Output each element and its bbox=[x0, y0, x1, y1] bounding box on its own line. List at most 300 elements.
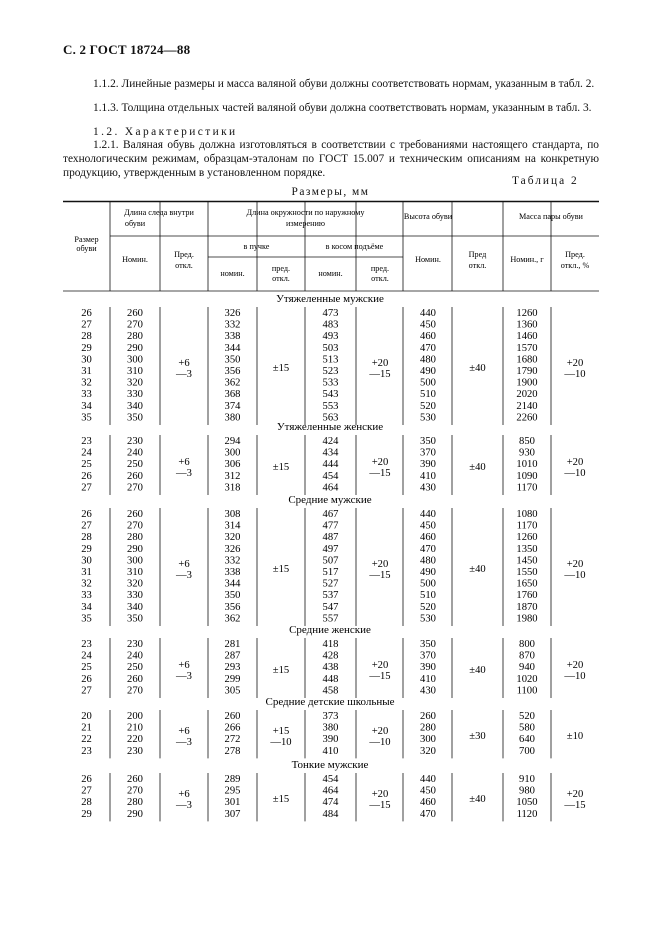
cell-bunch: 380 bbox=[224, 412, 241, 424]
cell-bunch: 338 bbox=[224, 567, 241, 578]
tolerance-foot_tol: +6 bbox=[178, 789, 190, 801]
tolerance-mass_tol: +20 bbox=[566, 789, 584, 801]
cell-sizes: 21 bbox=[81, 722, 92, 734]
cell-foot: 290 bbox=[127, 342, 143, 354]
cell-foot: 330 bbox=[127, 590, 143, 602]
cell-instep: 454 bbox=[322, 774, 339, 785]
cell-mass: 800 bbox=[519, 639, 535, 650]
cell-height: 440 bbox=[420, 308, 436, 319]
tolerance-bunch_tol: ±15 bbox=[272, 564, 290, 575]
cell-foot: 290 bbox=[127, 543, 143, 555]
cell-mass: 640 bbox=[519, 734, 535, 746]
cell-instep: 424 bbox=[322, 436, 339, 447]
cell-mass: 1360 bbox=[516, 319, 538, 331]
tolerance-foot_tol: —3 bbox=[176, 468, 192, 479]
cell-height: 470 bbox=[420, 808, 436, 820]
tolerance-mass_tol: +20 bbox=[566, 358, 584, 369]
header-pred-pct: Пред. bbox=[565, 250, 585, 259]
tolerance-bunch_tol: —10 bbox=[270, 737, 292, 749]
cell-mass: 1680 bbox=[516, 354, 538, 366]
cell-instep: 543 bbox=[322, 389, 339, 401]
cell-mass: 1790 bbox=[516, 366, 538, 377]
cell-height: 430 bbox=[420, 482, 436, 494]
header-size: Размер bbox=[74, 235, 99, 244]
header-pred: Пред. bbox=[174, 250, 194, 259]
cell-sizes: 32 bbox=[81, 578, 92, 590]
cell-instep: 513 bbox=[322, 354, 339, 366]
cell-height: 350 bbox=[420, 436, 436, 447]
cell-foot: 200 bbox=[127, 711, 143, 722]
tolerance-instep_tol: +20 bbox=[371, 726, 389, 738]
cell-sizes: 25 bbox=[81, 459, 92, 471]
cell-foot: 330 bbox=[127, 389, 143, 401]
cell-height: 510 bbox=[420, 389, 436, 401]
cell-bunch: 306 bbox=[224, 459, 241, 471]
cell-bunch: 338 bbox=[224, 331, 241, 343]
cell-foot: 240 bbox=[127, 650, 143, 662]
cell-sizes: 20 bbox=[81, 711, 92, 722]
cell-height: 320 bbox=[420, 745, 436, 757]
header-nomin: Номин. bbox=[122, 255, 148, 264]
tolerance-instep_tol: —15 bbox=[369, 468, 391, 479]
cell-instep: 434 bbox=[322, 447, 339, 459]
tolerance-height_tol: ±40 bbox=[469, 462, 486, 473]
group-title: Утяжеленные женские bbox=[276, 421, 384, 433]
cell-bunch: 300 bbox=[224, 447, 241, 459]
cell-mass: 1900 bbox=[516, 377, 538, 389]
cell-mass: 910 bbox=[519, 774, 535, 785]
cell-instep: 418 bbox=[322, 639, 339, 650]
cell-instep: 503 bbox=[322, 342, 339, 354]
cell-mass: 1450 bbox=[516, 555, 538, 567]
cell-mass: 940 bbox=[519, 662, 535, 674]
cell-sizes: 28 bbox=[81, 797, 92, 809]
cell-foot: 280 bbox=[127, 331, 143, 343]
cell-instep: 517 bbox=[322, 567, 339, 578]
cell-mass: 1120 bbox=[516, 808, 538, 820]
tolerance-bunch_tol: ±15 bbox=[272, 363, 290, 374]
cell-sizes: 25 bbox=[81, 662, 92, 674]
cell-bunch: 295 bbox=[224, 785, 241, 797]
cell-height: 470 bbox=[420, 342, 436, 354]
group-title: Средние женские bbox=[289, 624, 371, 636]
cell-sizes: 33 bbox=[81, 590, 92, 602]
tolerance-foot_tol: +6 bbox=[178, 559, 190, 570]
cell-bunch: 350 bbox=[224, 354, 241, 366]
tolerance-instep_tol: —15 bbox=[369, 570, 391, 581]
cell-sizes: 23 bbox=[81, 639, 92, 650]
cell-height: 450 bbox=[420, 520, 436, 532]
cell-instep: 410 bbox=[322, 745, 339, 757]
cell-height: 410 bbox=[420, 673, 436, 685]
tolerance-mass_tol: +20 bbox=[566, 559, 584, 570]
cell-sizes: 26 bbox=[81, 673, 92, 685]
cell-bunch: 312 bbox=[224, 470, 241, 482]
cell-sizes: 31 bbox=[81, 567, 92, 578]
group-title: Средние мужские bbox=[288, 494, 372, 506]
cell-height: 460 bbox=[420, 532, 436, 544]
tolerance-foot_tol: —3 bbox=[176, 369, 192, 380]
cell-instep: 444 bbox=[322, 459, 339, 471]
header-nomin: Номин. bbox=[415, 255, 441, 264]
header-size-2: обуви bbox=[76, 244, 97, 253]
table-caption: Размеры, мм bbox=[291, 186, 370, 198]
cell-mass: 1460 bbox=[516, 331, 538, 343]
cell-mass: 1100 bbox=[516, 685, 538, 697]
header-pred-l: пред. bbox=[370, 264, 390, 273]
cell-bunch: 260 bbox=[224, 711, 241, 722]
cell-instep: 533 bbox=[322, 377, 339, 389]
header-in-instep: в косом подъёме bbox=[325, 242, 384, 251]
cell-foot: 340 bbox=[127, 400, 143, 412]
cell-bunch: 332 bbox=[224, 319, 241, 331]
cell-foot: 230 bbox=[127, 639, 143, 650]
tolerance-bunch_tol: +15 bbox=[272, 726, 290, 738]
cell-sizes: 27 bbox=[81, 785, 92, 797]
cell-foot: 320 bbox=[127, 377, 143, 389]
header-pred-pct-2: откл., % bbox=[560, 261, 590, 270]
cell-height: 450 bbox=[420, 785, 436, 797]
tolerance-bunch_tol: ±15 bbox=[272, 665, 290, 676]
cell-foot: 300 bbox=[127, 555, 143, 567]
cell-instep: 373 bbox=[322, 711, 339, 722]
tolerance-foot_tol: +6 bbox=[178, 660, 190, 671]
cell-sizes: 24 bbox=[81, 650, 92, 662]
cell-mass: 1090 bbox=[516, 470, 538, 482]
cell-sizes: 27 bbox=[81, 482, 92, 494]
cell-instep: 547 bbox=[322, 601, 339, 613]
cell-mass: 1260 bbox=[516, 532, 538, 544]
tolerance-mass_tol: —15 bbox=[564, 800, 586, 812]
header-pred-l-2: откл. bbox=[272, 274, 290, 283]
cell-mass: 520 bbox=[519, 711, 535, 722]
cell-foot: 230 bbox=[127, 436, 143, 447]
cell-foot: 270 bbox=[127, 319, 143, 331]
group-title: Средние детские школьные bbox=[265, 696, 395, 708]
tolerance-instep_tol: +20 bbox=[371, 789, 389, 801]
cell-sizes: 26 bbox=[81, 308, 92, 319]
cell-instep: 563 bbox=[322, 412, 339, 424]
cell-height: 520 bbox=[420, 400, 436, 412]
cell-mass: 2140 bbox=[516, 400, 538, 412]
cell-foot: 220 bbox=[127, 734, 143, 746]
tolerance-foot_tol: —3 bbox=[176, 671, 192, 682]
cell-sizes: 30 bbox=[81, 354, 92, 366]
tolerance-instep_tol: —15 bbox=[369, 671, 391, 682]
cell-instep: 487 bbox=[322, 532, 339, 544]
cell-height: 460 bbox=[420, 331, 436, 343]
cell-bunch: 368 bbox=[224, 389, 241, 401]
tolerance-height_tol: ±40 bbox=[469, 794, 486, 806]
cell-sizes: 30 bbox=[81, 555, 92, 567]
cell-bunch: 301 bbox=[224, 797, 241, 809]
cell-height: 510 bbox=[420, 590, 436, 602]
cell-bunch: 344 bbox=[224, 578, 241, 590]
tolerance-mass_tol: —10 bbox=[564, 671, 586, 682]
table-number: Таблица 2 bbox=[512, 175, 579, 187]
tolerance-instep_tol: +20 bbox=[371, 660, 389, 671]
cell-bunch: 320 bbox=[224, 532, 241, 544]
cell-bunch: 326 bbox=[224, 543, 241, 555]
cell-instep: 483 bbox=[322, 319, 339, 331]
cell-instep: 458 bbox=[322, 685, 339, 697]
cell-instep: 454 bbox=[322, 470, 339, 482]
tolerance-foot_tol: +6 bbox=[178, 726, 190, 738]
cell-bunch: 356 bbox=[224, 366, 241, 377]
header-pred-2: откл. bbox=[175, 261, 193, 270]
cell-instep: 390 bbox=[322, 734, 339, 746]
cell-instep: 497 bbox=[322, 543, 339, 555]
cell-foot: 310 bbox=[127, 366, 143, 377]
cell-instep: 493 bbox=[322, 331, 339, 343]
cell-sizes: 29 bbox=[81, 342, 92, 354]
tolerance-foot_tol: —3 bbox=[176, 800, 192, 812]
cell-mass: 700 bbox=[519, 745, 535, 757]
group-title: Тонкие мужские bbox=[291, 759, 369, 771]
cell-bunch: 318 bbox=[224, 482, 241, 494]
cell-foot: 260 bbox=[127, 673, 143, 685]
cell-sizes: 28 bbox=[81, 532, 92, 544]
cell-mass: 1080 bbox=[516, 509, 538, 520]
cell-bunch: 299 bbox=[224, 673, 241, 685]
cell-foot: 260 bbox=[127, 470, 143, 482]
tolerance-height_tol: ±30 bbox=[469, 731, 486, 743]
cell-foot: 260 bbox=[127, 308, 143, 319]
header-pred: Пред bbox=[468, 250, 487, 259]
cell-mass: 1350 bbox=[516, 543, 538, 555]
cell-mass: 1050 bbox=[516, 797, 538, 809]
tolerance-mass_tol: +20 bbox=[566, 457, 584, 468]
tolerance-height_tol: ±40 bbox=[469, 665, 486, 676]
tolerance-height_tol: ±40 bbox=[469, 363, 486, 374]
cell-mass: 580 bbox=[519, 722, 535, 734]
cell-bunch: 294 bbox=[224, 436, 241, 447]
cell-foot: 350 bbox=[127, 412, 143, 424]
tolerance-foot_tol: —3 bbox=[176, 737, 192, 749]
cell-bunch: 266 bbox=[224, 722, 241, 734]
group-title: Утяжеленные мужские bbox=[276, 293, 384, 305]
cell-sizes: 24 bbox=[81, 447, 92, 459]
cell-bunch: 293 bbox=[224, 662, 241, 674]
cell-foot: 280 bbox=[127, 532, 143, 544]
cell-sizes: 31 bbox=[81, 366, 92, 377]
cell-instep: 474 bbox=[322, 797, 339, 809]
cell-foot: 260 bbox=[127, 774, 143, 785]
cell-instep: 477 bbox=[322, 520, 339, 532]
cell-foot: 280 bbox=[127, 797, 143, 809]
cell-height: 280 bbox=[420, 722, 436, 734]
cell-sizes: 26 bbox=[81, 470, 92, 482]
cell-mass: 2020 bbox=[516, 389, 538, 401]
cell-mass: 1980 bbox=[516, 613, 538, 625]
cell-mass: 2260 bbox=[516, 412, 538, 424]
cell-height: 440 bbox=[420, 509, 436, 520]
tolerance-instep_tol: —10 bbox=[369, 737, 391, 749]
cell-instep: 507 bbox=[322, 555, 339, 567]
cell-bunch: 289 bbox=[224, 774, 241, 785]
cell-instep: 484 bbox=[322, 808, 339, 820]
cell-height: 480 bbox=[420, 354, 436, 366]
cell-mass: 1170 bbox=[516, 520, 538, 532]
cell-height: 430 bbox=[420, 685, 436, 697]
cell-foot: 260 bbox=[127, 509, 143, 520]
cell-bunch: 308 bbox=[224, 509, 241, 520]
cell-height: 350 bbox=[420, 639, 436, 650]
cell-sizes: 22 bbox=[81, 734, 92, 746]
paragraph-1-1-2: 1.1.2. Линейные размеры и масса валяной обуви должны соответствовать нормам, указанным в табл. 2. bbox=[93, 78, 595, 90]
header-pred-l: пред. bbox=[271, 264, 291, 273]
cell-instep: 523 bbox=[322, 366, 339, 377]
tolerance-foot_tol: +6 bbox=[178, 457, 190, 468]
cell-foot: 300 bbox=[127, 354, 143, 366]
page-header: С. 2 ГОСТ 18724—88 bbox=[63, 42, 191, 57]
cell-foot: 310 bbox=[127, 567, 143, 578]
paragraph-1-1-3: 1.1.3. Толщина отдельных частей валяной обуви должна соответствовать нормам, указанным в табл. 3. bbox=[93, 102, 592, 114]
cell-instep: 537 bbox=[322, 590, 339, 602]
cell-bunch: 350 bbox=[224, 590, 241, 602]
cell-instep: 380 bbox=[322, 722, 339, 734]
cell-bunch: 326 bbox=[224, 308, 241, 319]
cell-height: 490 bbox=[420, 366, 436, 377]
cell-instep: 448 bbox=[322, 673, 339, 685]
cell-height: 530 bbox=[420, 412, 436, 424]
cell-instep: 428 bbox=[322, 650, 339, 662]
cell-mass: 1650 bbox=[516, 578, 538, 590]
cell-height: 370 bbox=[420, 447, 436, 459]
cell-instep: 467 bbox=[322, 509, 339, 520]
tolerance-mass_tol: —10 bbox=[564, 570, 586, 581]
cell-height: 500 bbox=[420, 578, 436, 590]
cell-foot: 210 bbox=[127, 722, 143, 734]
cell-instep: 464 bbox=[322, 785, 339, 797]
cell-foot: 270 bbox=[127, 685, 143, 697]
cell-instep: 557 bbox=[322, 613, 339, 625]
cell-sizes: 26 bbox=[81, 774, 92, 785]
tolerance-bunch_tol: ±15 bbox=[272, 462, 290, 473]
cell-instep: 464 bbox=[322, 482, 339, 494]
cell-mass: 870 bbox=[519, 650, 535, 662]
cell-mass: 1760 bbox=[516, 590, 538, 602]
header-nomin-g: Номин., г bbox=[510, 255, 544, 264]
cell-bunch: 314 bbox=[224, 520, 241, 532]
tolerance-foot_tol: —3 bbox=[176, 570, 192, 581]
cell-foot: 320 bbox=[127, 578, 143, 590]
cell-sizes: 29 bbox=[81, 543, 92, 555]
cell-foot: 270 bbox=[127, 785, 143, 797]
cell-sizes: 27 bbox=[81, 520, 92, 532]
cell-height: 490 bbox=[420, 567, 436, 578]
header-nomin-l: номин. bbox=[220, 269, 245, 278]
cell-sizes: 34 bbox=[81, 400, 92, 412]
cell-bunch: 332 bbox=[224, 555, 241, 567]
cell-bunch: 362 bbox=[224, 613, 241, 625]
header-mass: Масса пары обуви bbox=[519, 212, 583, 221]
header-pred-l-2: откл. bbox=[371, 274, 389, 283]
cell-sizes: 27 bbox=[81, 319, 92, 331]
cell-foot: 230 bbox=[127, 745, 143, 757]
cell-mass: 1020 bbox=[516, 673, 538, 685]
cell-foot: 250 bbox=[127, 662, 143, 674]
header-circumference-2: измерению bbox=[286, 219, 325, 228]
cell-mass: 1550 bbox=[516, 567, 538, 578]
cell-height: 450 bbox=[420, 319, 436, 331]
cell-foot: 290 bbox=[127, 808, 143, 820]
cell-sizes: 28 bbox=[81, 331, 92, 343]
cell-height: 470 bbox=[420, 543, 436, 555]
tolerance-foot_tol: +6 bbox=[178, 358, 190, 369]
cell-bunch: 362 bbox=[224, 377, 241, 389]
cell-instep: 527 bbox=[322, 578, 339, 590]
header-foot-length-2: обуви bbox=[124, 219, 146, 228]
tolerance-instep_tol: —15 bbox=[369, 800, 391, 812]
cell-sizes: 26 bbox=[81, 509, 92, 520]
tolerance-mass_tol: +20 bbox=[566, 660, 584, 671]
cell-mass: 850 bbox=[519, 436, 535, 447]
header-pred-2: откл. bbox=[468, 261, 487, 270]
tolerance-height_tol: ±40 bbox=[469, 564, 486, 575]
cell-bunch: 278 bbox=[224, 745, 241, 757]
cell-height: 300 bbox=[420, 734, 436, 746]
cell-sizes: 23 bbox=[81, 745, 92, 757]
cell-height: 260 bbox=[420, 711, 436, 722]
cell-foot: 350 bbox=[127, 613, 143, 625]
cell-mass: 930 bbox=[519, 447, 535, 459]
cell-height: 480 bbox=[420, 555, 436, 567]
cell-sizes: 29 bbox=[81, 808, 92, 820]
cell-foot: 340 bbox=[127, 601, 143, 613]
tolerance-instep_tol: —15 bbox=[369, 369, 391, 380]
cell-sizes: 33 bbox=[81, 389, 92, 401]
cell-sizes: 35 bbox=[81, 613, 92, 625]
cell-height: 440 bbox=[420, 774, 436, 785]
cell-instep: 473 bbox=[322, 308, 339, 319]
cell-instep: 438 bbox=[322, 662, 339, 674]
tolerance-bunch_tol: ±15 bbox=[272, 794, 290, 806]
header-nomin-l: номин. bbox=[318, 269, 343, 278]
cell-sizes: 23 bbox=[81, 436, 92, 447]
header-foot-length: Длина следа внутри bbox=[124, 208, 194, 217]
cell-height: 520 bbox=[420, 601, 436, 613]
cell-bunch: 374 bbox=[224, 400, 241, 412]
cell-mass: 1010 bbox=[516, 459, 538, 471]
tolerance-instep_tol: +20 bbox=[371, 559, 389, 570]
cell-bunch: 272 bbox=[224, 734, 241, 746]
tolerance-instep_tol: +20 bbox=[371, 358, 389, 369]
cell-sizes: 27 bbox=[81, 685, 92, 697]
cell-height: 500 bbox=[420, 377, 436, 389]
cell-foot: 270 bbox=[127, 482, 143, 494]
cell-bunch: 307 bbox=[224, 808, 241, 820]
cell-mass: 1260 bbox=[516, 308, 538, 319]
cell-sizes: 34 bbox=[81, 601, 92, 613]
tolerance-instep_tol: +20 bbox=[371, 457, 389, 468]
cell-mass: 980 bbox=[519, 785, 535, 797]
cell-bunch: 356 bbox=[224, 601, 241, 613]
cell-instep: 553 bbox=[322, 400, 339, 412]
tolerance-mass_tol: ±10 bbox=[566, 731, 584, 743]
cell-height: 410 bbox=[420, 470, 436, 482]
cell-foot: 240 bbox=[127, 447, 143, 459]
cell-bunch: 287 bbox=[224, 650, 241, 662]
cell-height: 390 bbox=[420, 459, 436, 471]
cell-mass: 1570 bbox=[516, 342, 538, 354]
cell-foot: 250 bbox=[127, 459, 143, 471]
cell-height: 530 bbox=[420, 613, 436, 625]
header-circumference: Длина окружности по наружному bbox=[246, 208, 365, 217]
cell-mass: 1170 bbox=[516, 482, 538, 494]
header-height: Высота обуви bbox=[403, 212, 453, 221]
cell-height: 390 bbox=[420, 662, 436, 674]
